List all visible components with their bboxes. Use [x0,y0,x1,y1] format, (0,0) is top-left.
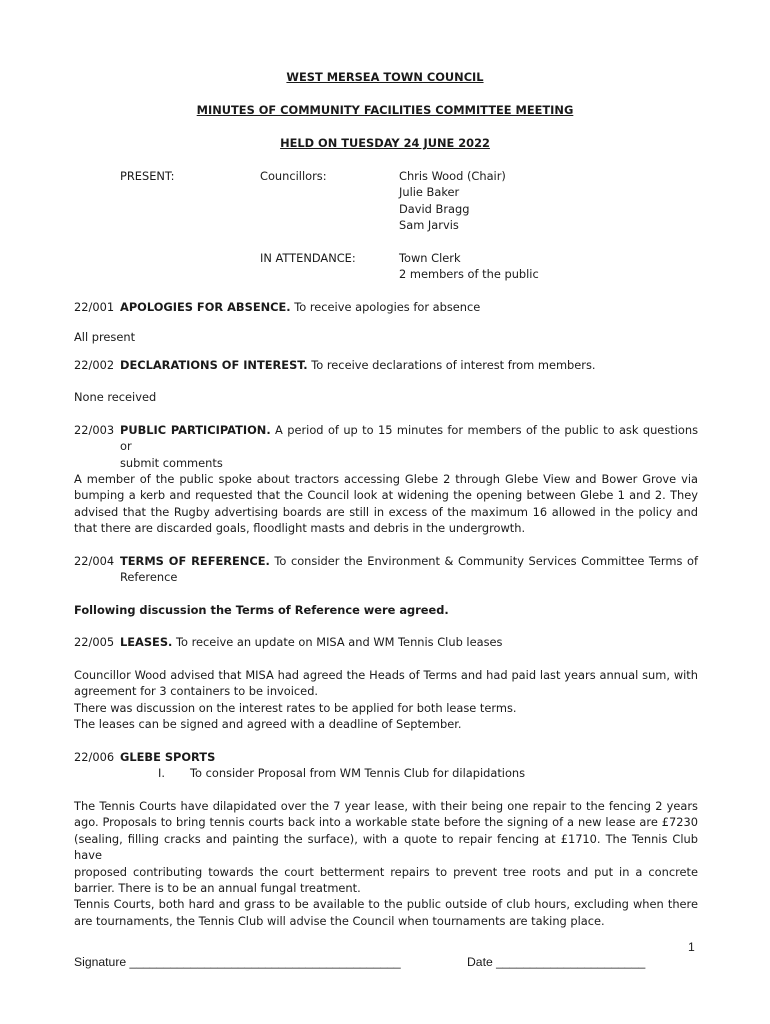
paragraph-line: There was discussion on the interest rates to be applied for both lease terms. [74,700,517,715]
councillors-label: Councillors: [260,169,327,183]
item-title: APOLOGIES FOR ABSENCE. [120,300,291,314]
item-heading [120,634,698,650]
councillor-name: Julie Baker [399,185,460,199]
paragraph-line: (sealing, filling cracks and painting the surface), with a quote to repair fencing at £1710. The Tennis Club have [74,831,698,863]
item-outcome: None received [74,390,157,404]
present-label: PRESENT: [120,169,175,183]
item-text: To receive declarations of interest from members. [307,358,596,372]
item-title: LEASES. [120,635,173,649]
paragraph-line: advised that the Rugby advertising boards are still in excess of the maximum 16 allowed in the policy and [74,504,698,519]
item-paragraph [74,471,698,537]
item-number: 22/003 [74,423,115,437]
item-paragraph [74,667,698,733]
item-text-continued: Reference [120,570,178,585]
councillor-name: Chris Wood (Chair) [399,169,506,183]
item-number: 22/001 [74,300,115,314]
item-number: 22/006 [74,750,115,764]
paragraph-line: are tournaments, the Tennis Club will advise the Council when tournaments are taking place. [74,913,605,928]
item-outcome: Following discussion the Terms of Reference were agreed. [74,603,449,617]
item-paragraph [74,798,698,929]
item-heading [120,422,698,471]
held-heading: HELD ON TUESDAY 24 JUNE 2022 [280,136,490,150]
item-title: GLEBE SPORTS [120,750,216,764]
item-text: A period of up to 15 minutes for members of the public to ask questions or [120,423,698,454]
item-text: To receive apologies for absence [290,300,481,314]
item-number: 22/005 [74,635,115,649]
paragraph-line: proposed contributing towards the court betterment repairs to prevent tree roots and put in a concrete [74,864,698,879]
sub-item-text: To consider Proposal from WM Tennis Club for dilapidations [190,766,526,780]
page-number: 1 [688,940,695,954]
in-attendance-label: IN ATTENDANCE: [260,251,356,265]
councillor-name: David Bragg [399,202,470,216]
council-heading: WEST MERSEA TOWN COUNCIL [286,70,484,84]
item-title: DECLARATIONS OF INTEREST. [120,358,308,372]
item-text: To consider the Environment & Community Services Committee Terms of [269,554,698,568]
item-heading [120,553,698,586]
item-title: PUBLIC PARTICIPATION. [120,423,271,437]
paragraph-line: Councillor Wood advised that MISA had agreed the Heads of Terms and had paid last years annual sum, with [74,668,698,682]
item-number: 22/004 [74,554,115,568]
item-title: TERMS OF REFERENCE. [120,554,270,568]
paragraph-line: agreement for 3 containers to be invoiced. [74,684,319,699]
meeting-heading: MINUTES OF COMMUNITY FACILITIES COMMITTEE MEETING [196,103,574,117]
item-heading [120,357,698,373]
attendee-name: 2 members of the public [399,267,539,281]
sub-item-numeral: I. [158,766,165,780]
item-heading [120,299,698,315]
paragraph-line: A member of the public spoke about tractors accessing Glebe 2 through Glebe View and Bower Grove via [74,472,698,486]
paragraph-line: bumping a kerb and requested that the Council look at widening the opening between Glebe 1 and 2. They [74,488,698,503]
paragraph-line: ago. Proposals to bring tennis courts back into a workable state before the signing of a new lease are £7230 [74,815,698,830]
item-text: To receive an update on MISA and WM Tennis Club leases [172,635,503,649]
paragraph-line: barrier. There is to be an annual fungal treatment. [74,881,361,896]
item-number: 22/002 [74,358,115,372]
councillor-name: Sam Jarvis [399,218,459,232]
attendee-name: Town Clerk [399,251,461,265]
paragraph-line: The leases can be signed and agreed with a deadline of September. [74,717,462,732]
item-outcome: All present [74,330,136,344]
paragraph-line: The Tennis Courts have dilapidated over the 7 year lease, with their being one repair to the fencing 2 years [74,799,698,813]
item-heading [120,749,698,765]
paragraph-line: that there are discarded goals, floodlight masts and debris in the undergrowth. [74,521,526,536]
paragraph-line: Tennis Courts, both hard and grass to be available to the public outside of club hours, excluding when there [74,897,698,912]
date-line: Date ______________________ [467,955,646,969]
signature-line: Signature ________________________________________ [74,955,401,969]
item-text-continued: submit comments [120,455,223,470]
